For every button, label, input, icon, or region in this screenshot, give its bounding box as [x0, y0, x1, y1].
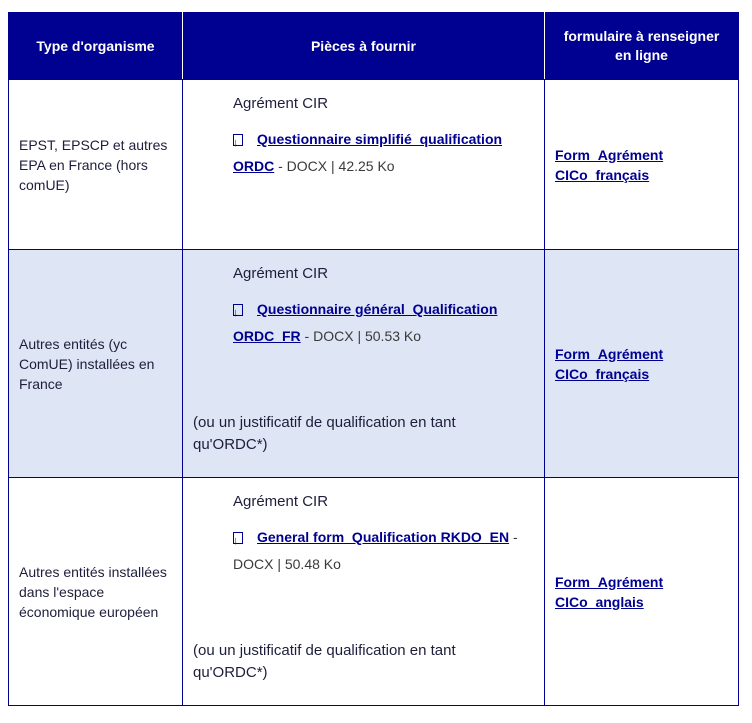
- file-download-link[interactable]: Questionnaire simplifié_qualification ORDC: [233, 131, 503, 174]
- download-icon: [233, 134, 243, 146]
- table-header-row: [9, 13, 739, 80]
- pieces-cell: [183, 478, 545, 706]
- table-row: [9, 478, 739, 706]
- file-meta: - DOCX | 42.25 Ko: [274, 158, 395, 174]
- org-type-text: Autres entités installées dans l'espace économique européen: [19, 563, 167, 620]
- org-type-cell: [9, 80, 183, 250]
- download-icon: [233, 532, 243, 544]
- agrement-label: Agrément CIR: [233, 493, 329, 510]
- file-entry: [233, 126, 534, 180]
- form-cell: [545, 250, 739, 478]
- qualification-table: [8, 12, 739, 706]
- header-pieces: Pièces à fournir: [183, 13, 545, 80]
- file-entry: [233, 524, 534, 578]
- table-row: [9, 80, 739, 250]
- justificatif-note: (ou un justificatif de qualification en tant qu'ORDC*): [193, 414, 456, 453]
- form-cell: [545, 80, 739, 250]
- file-meta: - DOCX | 50.53 Ko: [300, 328, 422, 344]
- header-form: formulaire à renseigner en ligne: [545, 13, 739, 80]
- file-download-link[interactable]: Questionnaire général_Qualification ORDC_FR: [233, 301, 498, 344]
- table-row: [9, 250, 739, 478]
- pieces-cell: [183, 80, 545, 250]
- pieces-cell: [183, 250, 545, 478]
- form-link[interactable]: Form_Agrément CICo_français: [555, 146, 664, 183]
- download-icon: [233, 304, 243, 316]
- form-link[interactable]: Form_Agrément CICo_anglais: [555, 573, 664, 610]
- agrement-label: Agrément CIR: [233, 265, 329, 282]
- form-link[interactable]: Form_Agrément CICo_français: [555, 345, 664, 382]
- header-org-type: Type d'organisme: [9, 13, 183, 80]
- org-type-cell: [9, 478, 183, 706]
- file-entry: [233, 296, 534, 350]
- file-download-link[interactable]: General form_Qualification RKDO_EN: [257, 529, 510, 545]
- file-meta: - DOCX | 50.48 Ko: [233, 529, 518, 572]
- justificatif-note: (ou un justificatif de qualification en tant qu'ORDC*): [193, 642, 456, 681]
- org-type-text: Autres entités (yc ComUE) installées en France: [19, 335, 155, 392]
- org-type-cell: [9, 250, 183, 478]
- agrement-label: Agrément CIR: [233, 95, 329, 112]
- org-type-text: EPST, EPSCP et autres EPA en France (hors comUE): [19, 136, 168, 193]
- form-cell: [545, 478, 739, 706]
